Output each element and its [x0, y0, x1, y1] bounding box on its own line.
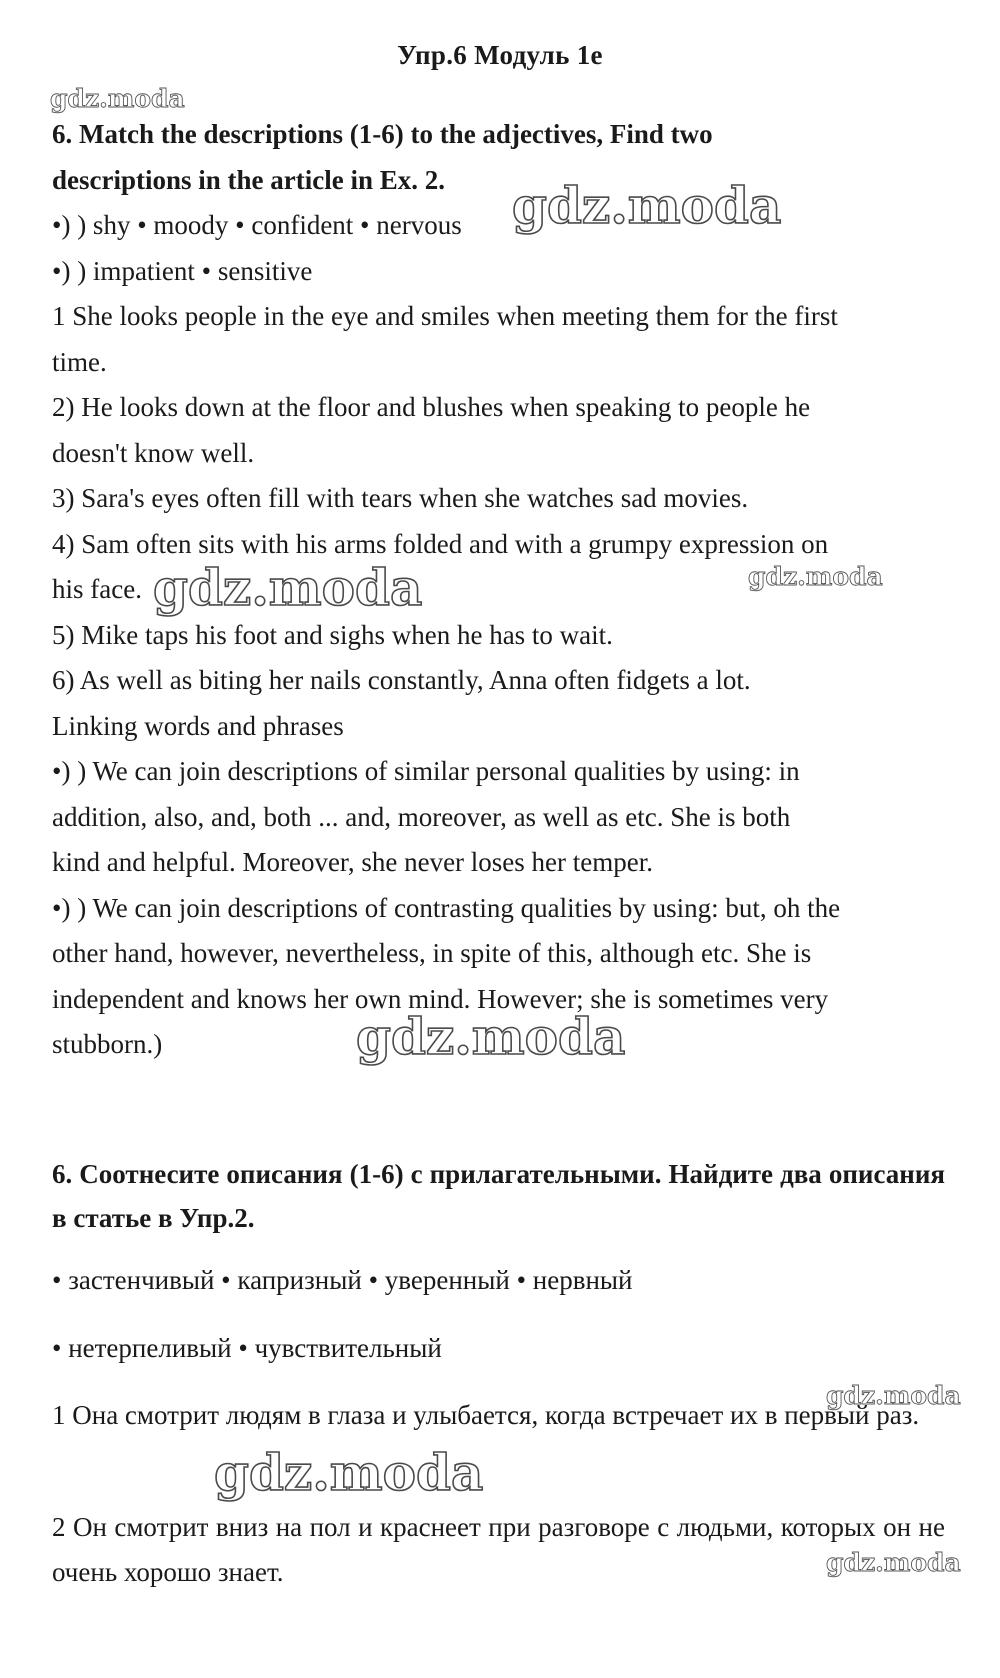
watermark: gdz.moda [748, 562, 883, 591]
russian-adjectives-line-1: • застенчивый • капризный • уверенный • нервный [52, 1265, 633, 1295]
watermark: gdz.moda [826, 1381, 961, 1410]
description-4-line-2: his face. [52, 574, 142, 604]
description-1-line-1: 1 She looks people in the eye and smiles when meeting them for the first [52, 301, 838, 331]
linking-contrast-line-4: stubborn.) [52, 1029, 163, 1059]
description-2-line-2: doesn't know well. [52, 437, 255, 468]
exercise-heading-line-1: 6. Match the descriptions (1-6) to the adjectives, Find two [52, 119, 713, 149]
russian-adjectives-line-2: • нетерпеливый • чувствительный [52, 1333, 442, 1363]
russian-description-2: 2 Он смотрит вниз на пол и краснеет при разговоре с людьми, которых он не очень хорошо знает. [52, 1512, 945, 1587]
russian-description-1: 1 Она смотрит людям в глаза и улыбается, когда встречает их в первый раз. [52, 1400, 920, 1430]
watermark: gdz.moda [153, 558, 423, 617]
watermark: gdz.moda [214, 1443, 484, 1502]
adjectives-line-1: •) ) shy • moody • confident • nervous [52, 210, 462, 240]
description-3: 3) Sara's eyes often fill with tears when she watches sad movies. [52, 483, 749, 513]
page-title: Упр.6 Модуль 1е [397, 40, 603, 70]
linking-contrast-line-2: other hand, however, nevertheless, in spite of this, although etc. She is [52, 938, 812, 968]
watermark: gdz.moda [512, 176, 782, 235]
linking-contrast-line-3: independent and knows her own mind. However; she is sometimes very [52, 983, 829, 1014]
description-5: 5) Mike taps his foot and sighs when he has to wait. [52, 619, 613, 650]
adjectives-line-2: •) ) impatient • sensitive [52, 255, 313, 286]
description-4-line-1: 4) Sam often sits with his arms folded and with a grumpy expression on [52, 528, 829, 559]
english-section [52, 112, 952, 1068]
russian-exercise-heading: 6. Соотнесите описания (1-6) с прилагательными. Найдите два описания в статье в Упр.2. [52, 1159, 945, 1233]
linking-similar-line-1: •) ) We can join descriptions of similar personal qualities by using: in [52, 756, 800, 786]
linking-similar-line-2: addition, also, and, both ... and, moreover, as well as etc. She is both [52, 801, 791, 832]
watermark: gdz.moda [826, 1548, 961, 1577]
description-1-line-2: time. [52, 346, 107, 377]
watermark: gdz.moda [356, 1007, 626, 1066]
exercise-heading-line-2: descriptions in the article in Ex. 2. [52, 164, 445, 195]
description-6: 6) As well as biting her nails constantly, Anna often fidgets a lot. [52, 665, 751, 695]
linking-contrast-line-1: •) ) We can join descriptions of contrasting qualities by using: but, oh the [52, 892, 841, 923]
description-2-line-1: 2) He looks down at the floor and blushes when speaking to people he [52, 392, 811, 422]
linking-heading: Linking words and phrases [52, 710, 344, 741]
watermark: gdz.moda [50, 84, 185, 113]
linking-similar-line-3: kind and helpful. Moreover, she never loses her temper. [52, 847, 653, 877]
